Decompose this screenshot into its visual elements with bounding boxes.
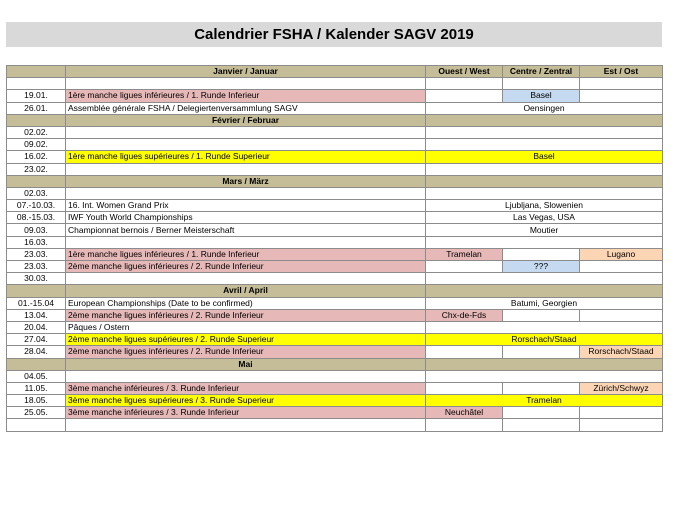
table-row: 19.01. 1ère manche ligues inférieures / 1. Runde Inferieur Basel: [7, 90, 663, 102]
month-header-row: [7, 114, 663, 126]
month-header-row: [7, 66, 663, 78]
col-header-est: Est / Ost: [580, 66, 663, 78]
month-header-row: [7, 285, 663, 297]
table-row: 04.05.: [7, 370, 663, 382]
month-header-row: [7, 175, 663, 187]
table-row: 27.04. 2ème manche ligues supérieures / 2. Runde Superieur Rorschach/Staad: [7, 334, 663, 346]
table-row: 08.-15.03. IWF Youth World Championships Las Vegas, USA: [7, 212, 663, 224]
table-row: 25.05. 3ème manche inférieures / 3. Runde Inferieur Neuchâtel: [7, 407, 663, 419]
table-row: 30.03.: [7, 273, 663, 285]
table-row: 23.03. 2ème manche ligues inférieures / 2. Runde Inferieur ???: [7, 261, 663, 273]
table-row: 20.04. Pâques / Ostern: [7, 321, 663, 333]
table-row: 09.03. Championnat bernois / Berner Meisterschaft Moutier: [7, 224, 663, 236]
calendar-table: [6, 65, 663, 432]
table-row: 16.03.: [7, 236, 663, 248]
month-header-row: [7, 358, 663, 370]
table-row: 09.02.: [7, 139, 663, 151]
table-row: 11.05. 3ème manche inférieures / 3. Runde Inferieur Zürich/Schwyz: [7, 382, 663, 394]
table-row: 13.04. 2ème manche ligues inférieures / 2. Runde Inferieur Chx-de-Fds: [7, 309, 663, 321]
table-row: 16.02. 1ère manche ligues supérieures / 1. Runde Superieur Basel: [7, 151, 663, 163]
table-row: 07.-10.03. 16. Int. Women Grand Prix Ljubljana, Slowenien: [7, 200, 663, 212]
table-row: 01.-15.04 European Championships (Date to be confirmed) Batumi, Georgien: [7, 297, 663, 309]
month-fevrier: Février / Februar: [66, 114, 426, 126]
table-row: [7, 78, 663, 90]
table-row: 02.02.: [7, 126, 663, 138]
col-header-centre: Centre / Zentral: [503, 66, 580, 78]
month-janvier: Janvier / Januar: [66, 66, 426, 78]
table-row: 23.03. 1ère manche ligues inférieures / 1. Runde Inferieur Tramelan Lugano: [7, 248, 663, 260]
col-header-west: Ouest / West: [426, 66, 503, 78]
month-mars: Mars / März: [66, 175, 426, 187]
page-title: Calendrier FSHA / Kalender SAGV 2019: [6, 22, 662, 47]
table-row: 26.01. Assemblée générale FSHA / Delegiertenversammlung SAGV Oensingen: [7, 102, 663, 114]
table-row: 18.05. 3ème manche ligues supérieures / 3. Runde Superieur Tramelan: [7, 395, 663, 407]
month-mai: Mai: [66, 358, 426, 370]
month-avril: Avril / April: [66, 285, 426, 297]
table-row: 02.03.: [7, 187, 663, 199]
table-row: 23.02.: [7, 163, 663, 175]
table-row: 28.04. 2ème manche ligues inférieures / 2. Runde Inferieur Rorschach/Staad: [7, 346, 663, 358]
table-row: [7, 419, 663, 431]
